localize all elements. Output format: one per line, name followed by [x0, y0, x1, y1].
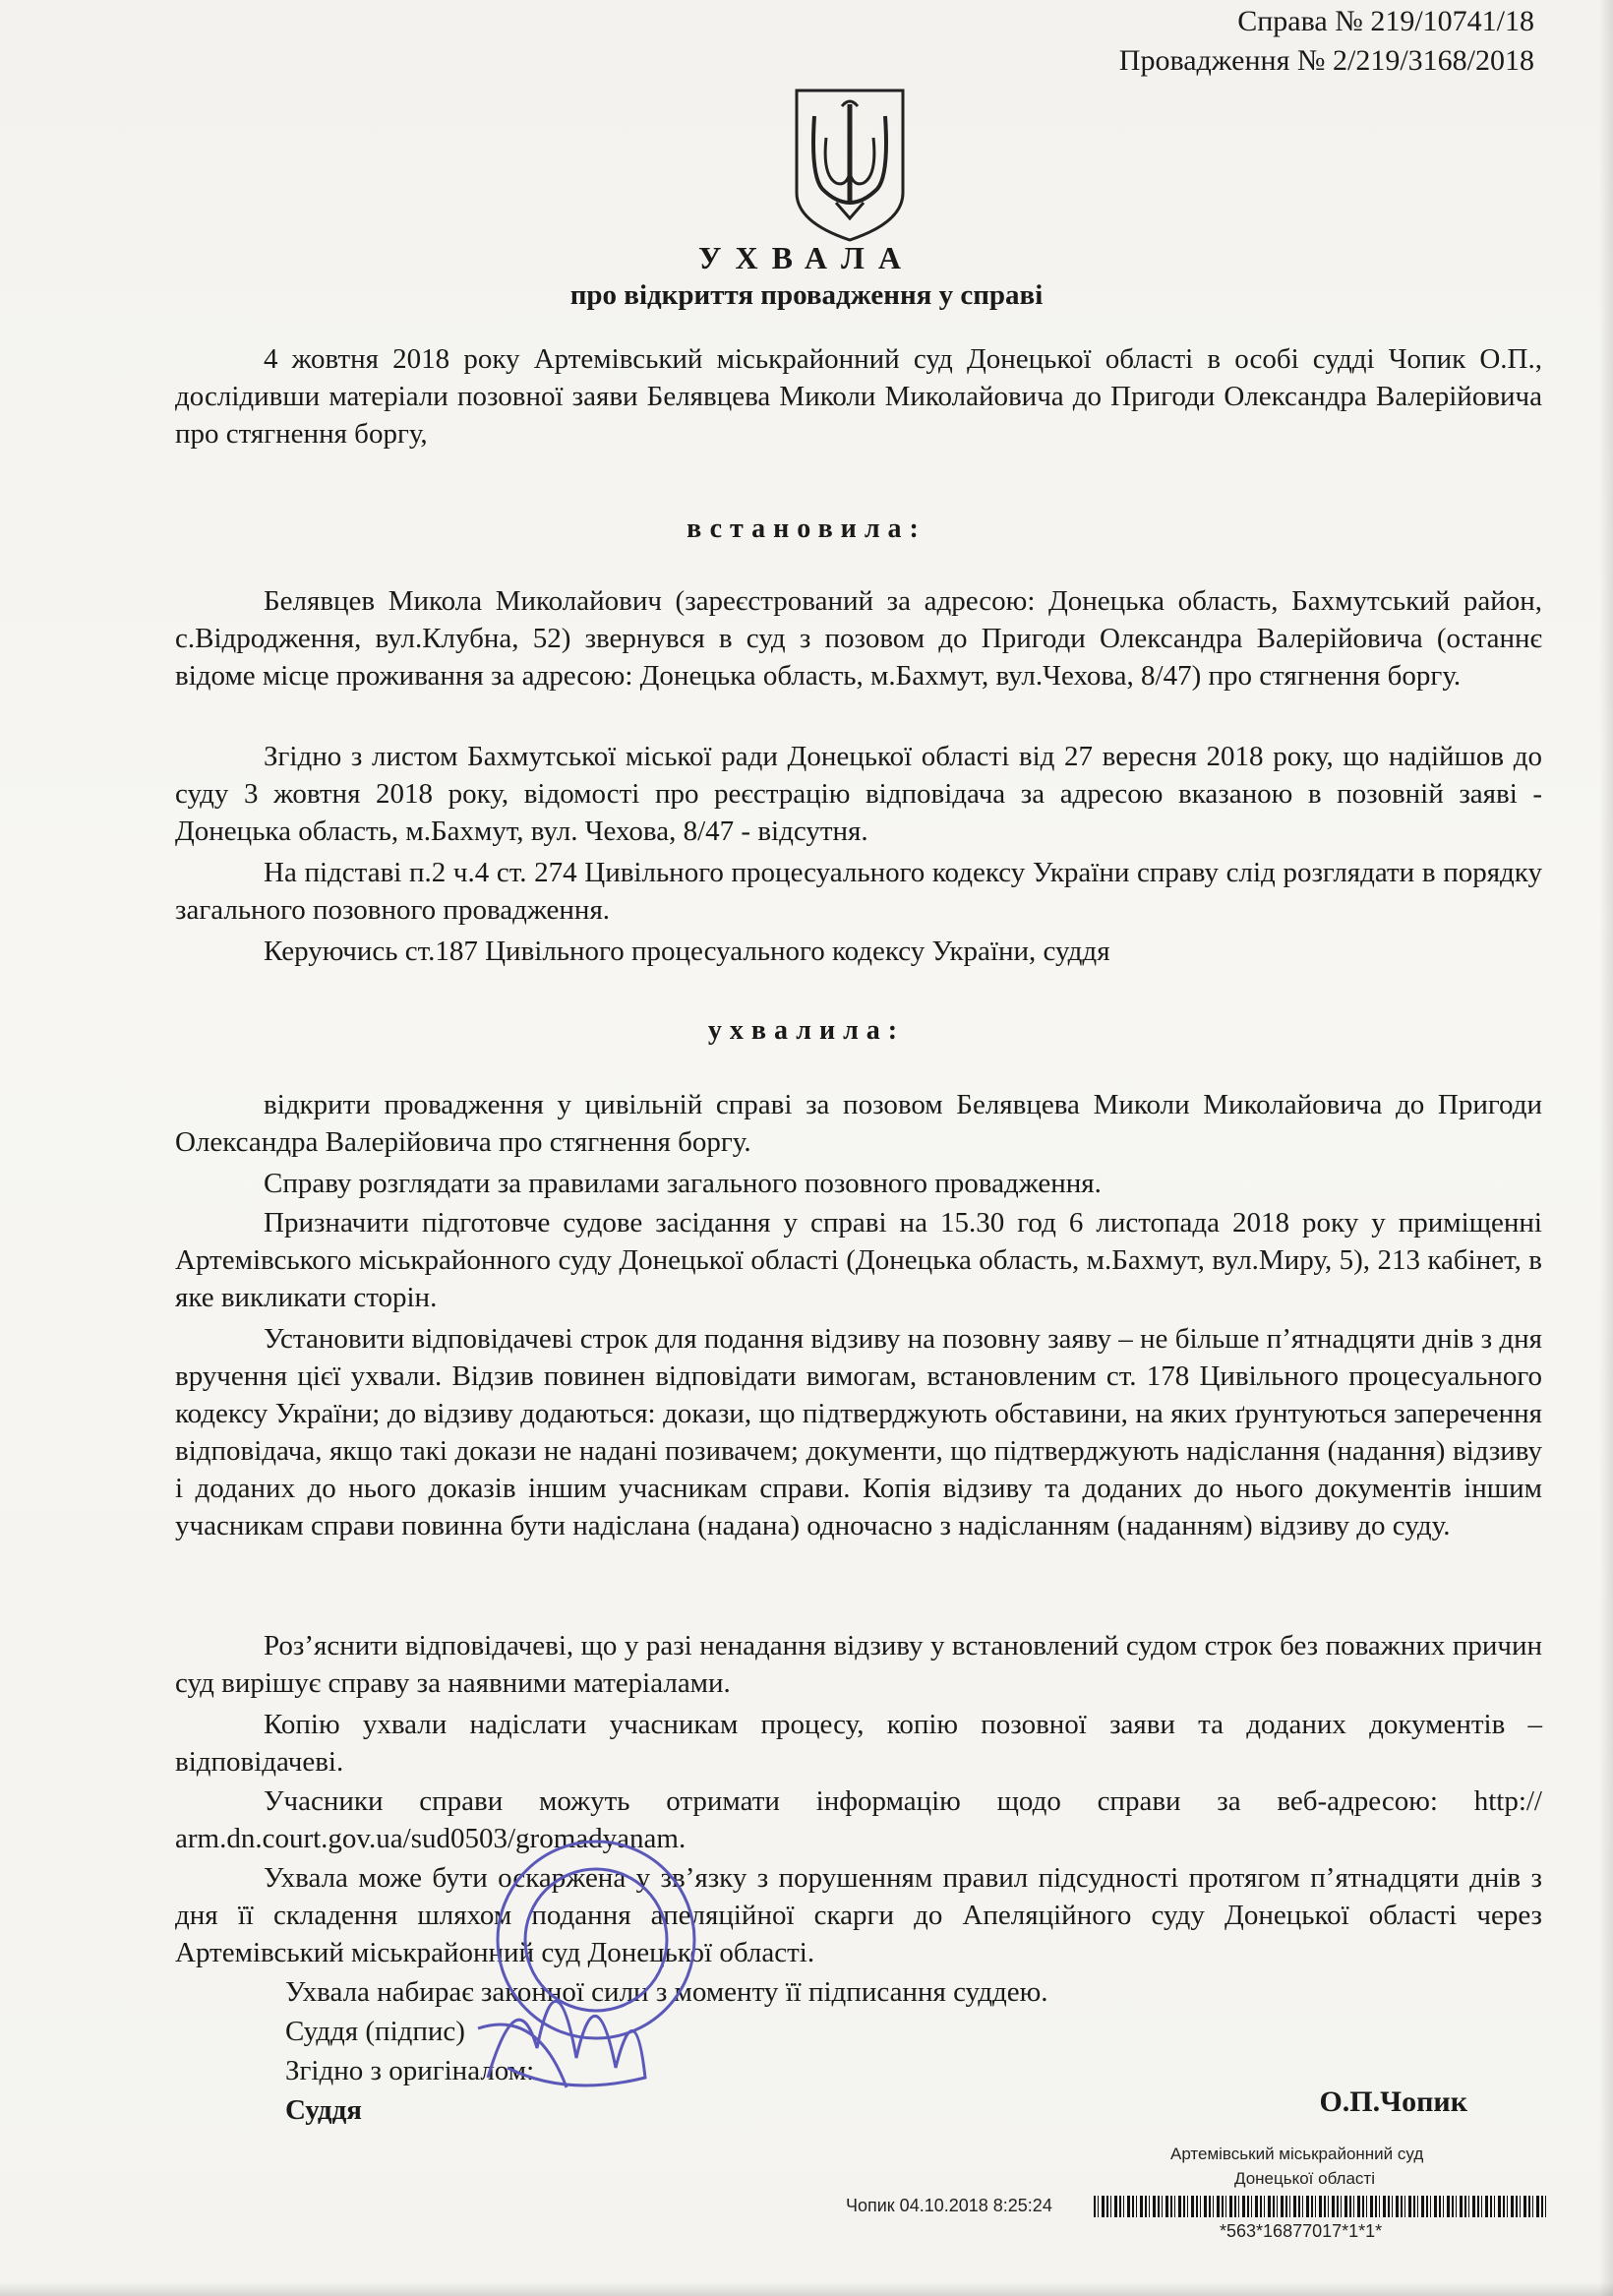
- barcode-number: *563*16877017*1*1*: [1220, 2221, 1383, 2241]
- document-title: УХВАЛА: [698, 240, 915, 275]
- proceeding-number: Провадження № 2/219/3168/2018: [1118, 44, 1534, 77]
- decided-paragraph-8: Ухвала може бути оскаржена у зв’язку з порушенням правил підсудності протягом п’ятнадцяти днів з дня її складення шляхом подання апеляційної скарги до Апеляційного суду Донецької області через Артемівський міськрайонний суд Донецької області.: [175, 1862, 1542, 1968]
- original-line: Згідно з оригіналом:: [285, 2055, 535, 2086]
- section-decided-heading: ухвалила:: [707, 1015, 906, 1046]
- section-established-heading: встановила:: [687, 514, 926, 544]
- established-paragraph-4: Керуючись ст.187 Цивільного процесуального кодексу України, суддя: [264, 936, 1110, 967]
- decided-paragraph-5: Роз’яснити відповідачеві, що у разі ненадання відзиву у встановлений судом строк без поважних причин суд вирішує справу за наявними матеріалами.: [175, 1630, 1542, 1699]
- ecp-signature-line: Чопик 04.10.2018 8:25:24: [846, 2196, 1052, 2215]
- decided-paragraph-4: Установити відповідачеві строк для подання відзиву на позовну заяву – не більше п’ятнадцяти днів з дня вручення цієї ухвали. Відзив повинен відповідати вимогам, встановленим ст. 178 Цивільного процесуального кодексу України; до відзиву додаються: докази, що підтверджують обставини, на яких ґрунтуються заперечення відповідача, якщо такі докази не надані позивачем; документи, що підтверджують надіслання (надання) відзиву і доданих до нього доказів іншим учасникам справи. Копія відзиву та доданих до нього документів іншим учасникам справи повинна бути надіслана (надана) одночасно з надісланням (наданням) відзиву до суду.: [175, 1323, 1542, 1541]
- decided-paragraph-2: Справу розглядати за правилами загального позовного провадження.: [264, 1168, 1102, 1199]
- court-mark-line-1: Артемівський міськрайонний суд: [1170, 2145, 1424, 2163]
- page-edge-shadow: [1599, 0, 1613, 2296]
- page-bottom-shadow: [0, 2282, 1613, 2296]
- established-paragraph-1: Белявцев Микола Миколайович (зареєстрований за адресою: Донецька область, Бахмутський район, с.Відродження, вул.Клубна, 52) звернувся в суд з позовом до Пригоди Олександра Валерійовича (останнє відоме місце проживання за адресою: Донецька область, м.Бахмут, вул.Чехова, 8/47) про стягнення боргу.: [175, 585, 1542, 692]
- decided-paragraph-1: відкрити провадження у цивільній справі за позовом Белявцева Миколи Миколайовича до Пригоди Олександра Валерійовича про стягнення боргу.: [175, 1089, 1542, 1158]
- intro-paragraph: 4 жовтня 2018 року Артемівський міськрайонний суд Донецької області в особі судді Чопик О.П., дослідивши матеріали позовної заяви Белявцева Миколи Миколайовича до Пригоди Олександра Валерійовича про стягнення боргу,: [175, 343, 1542, 450]
- judge-name: О.П.Чопик: [1319, 2085, 1467, 2118]
- document-subtitle: про відкриття провадження у справі: [569, 279, 1044, 311]
- coat-of-arms-icon: [793, 87, 907, 244]
- court-stamp-icon: [448, 1832, 724, 2107]
- established-paragraph-2: Згідно з листом Бахмутської міської ради Донецької області від 27 вересня 2018 року, що надійшов до суду 3 жовтня 2018 року, відомості про реєстрацію відповідача за адресою вказаною в позовній заяві - Донецька область, м.Бахмут, вул. Чехова, 8/47 - відсутня.: [175, 741, 1542, 847]
- judge-label: Суддя: [285, 2094, 362, 2126]
- case-number: Справа № 219/10741/18: [1237, 5, 1534, 37]
- judge-signature-line: Суддя (підпис): [285, 2016, 465, 2047]
- barcode: [1094, 2196, 1546, 2217]
- established-paragraph-3: На підставі п.2 ч.4 ст. 274 Цивільного процесуального кодексу України справу слід розглядати в порядку загального позовного провадження.: [175, 857, 1542, 926]
- decided-paragraph-7: Учасники справи можуть отримати інформацію щодо справи за веб-адресою: http:// arm.dn.court.gov.ua/sud0503/gromadyanam.: [175, 1785, 1542, 1854]
- decided-paragraph-6: Копію ухвали надіслати учасникам процесу, копію позовної заяви та доданих документів – відповідачеві.: [175, 1709, 1542, 1778]
- decided-paragraph-3: Призначити підготовче судове засідання у справі на 15.30 год 6 листопада 2018 року у приміщенні Артемівського міськрайонного суду Донецької області (Донецька область, м.Бахмут, вул.Миру, 5), 213 кабінет, в яке викликати сторін.: [175, 1207, 1542, 1313]
- effect-line: Ухвала набирає законної сили з моменту її підписання суддею.: [285, 1976, 1048, 2008]
- court-mark-line-2: Донецької області: [1234, 2169, 1375, 2188]
